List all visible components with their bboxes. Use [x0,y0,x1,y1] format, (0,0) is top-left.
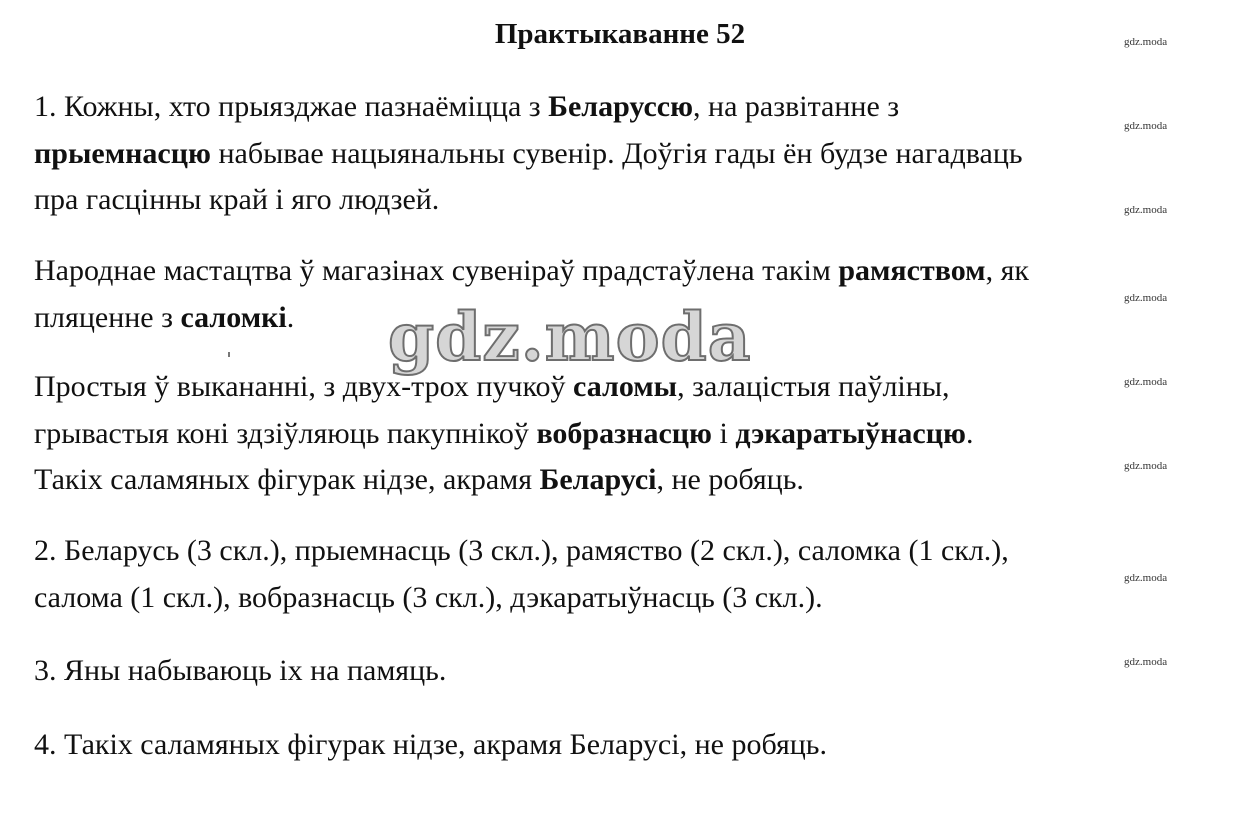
watermark-small: gdz.moda [1124,292,1168,304]
watermark-small: gdz.moda [1124,36,1168,48]
bold-word: Беларуссю [548,90,694,123]
text-span: 3. Яны набываюць іх на памяць. [34,654,447,687]
text-span: 4. Такіх саламяных фігурак нідзе, акрамя Беларусі, не робяць. [34,728,827,761]
text-span: , залацістыя паўліны, [677,370,950,403]
text-span: Простыя ў выкананні, з двух-трох пучкоў [34,370,574,403]
text-span: 1. Кожны, хто прыязджае пазнаёміцца з [34,90,549,123]
bold-word: прыемнасцю [34,136,211,170]
text-span: грывастыя коні здзіўляюць пакупнікоў [34,416,537,450]
paragraph-straw-figures [34,364,1224,504]
watermark-small: gdz.moda [1124,460,1168,472]
text-span: . [965,416,974,450]
text-span: , не робяць. [656,463,804,496]
watermark-small: gdz.moda [1124,376,1168,388]
text-span: , як [985,254,1029,287]
text-span: 2. Беларусь (3 скл.), прыемнасць (3 скл.), рамяство (2 скл.), саломка (1 скл.), [34,534,1009,567]
paragraph-answer-4 [34,722,1224,769]
bold-word: саломкі [180,300,287,334]
paragraph-answer-3 [34,648,1224,695]
bold-word: Беларусі [539,463,657,496]
stray-mark [228,352,230,357]
watermark-small: gdz.moda [1124,572,1168,584]
bold-word: дэкаратыўнасцю [735,416,966,450]
bold-word: вобразнасцю [536,416,712,450]
watermark-small: gdz.moda [1124,120,1168,132]
text-span: , на развітанне з [693,90,900,123]
text-span: Народнае мастацтва ў магазінах сувеніраў прадстаўлена такім [34,254,839,287]
bold-word: рамяством [838,254,986,287]
bold-word: саломы [573,370,678,403]
text-span: салома (1 скл.), вобразнасць (3 скл.), дэкаратыўнасць (3 скл.). [34,580,823,614]
text-span: Такіх саламяных фігурак нідзе, акрамя [34,463,540,496]
text-span: і [711,416,736,450]
text-span: пляценне з [34,300,181,334]
watermark-small: gdz.moda [1124,656,1168,668]
paragraph-answer-2 [34,528,1224,621]
text-span: набывае нацыянальны сувенір. Доўгія гады ён будзе нагадваць [210,136,1023,170]
text-span: пра гасцінны край і яго людзей. [34,183,440,216]
watermark-logo: gdz.moda [388,298,752,376]
text-span: . [286,300,295,334]
page-title: Практыкаванне 52 [494,18,746,50]
watermark-small: gdz.moda [1124,204,1168,216]
paragraph-answer-1 [34,84,1224,224]
